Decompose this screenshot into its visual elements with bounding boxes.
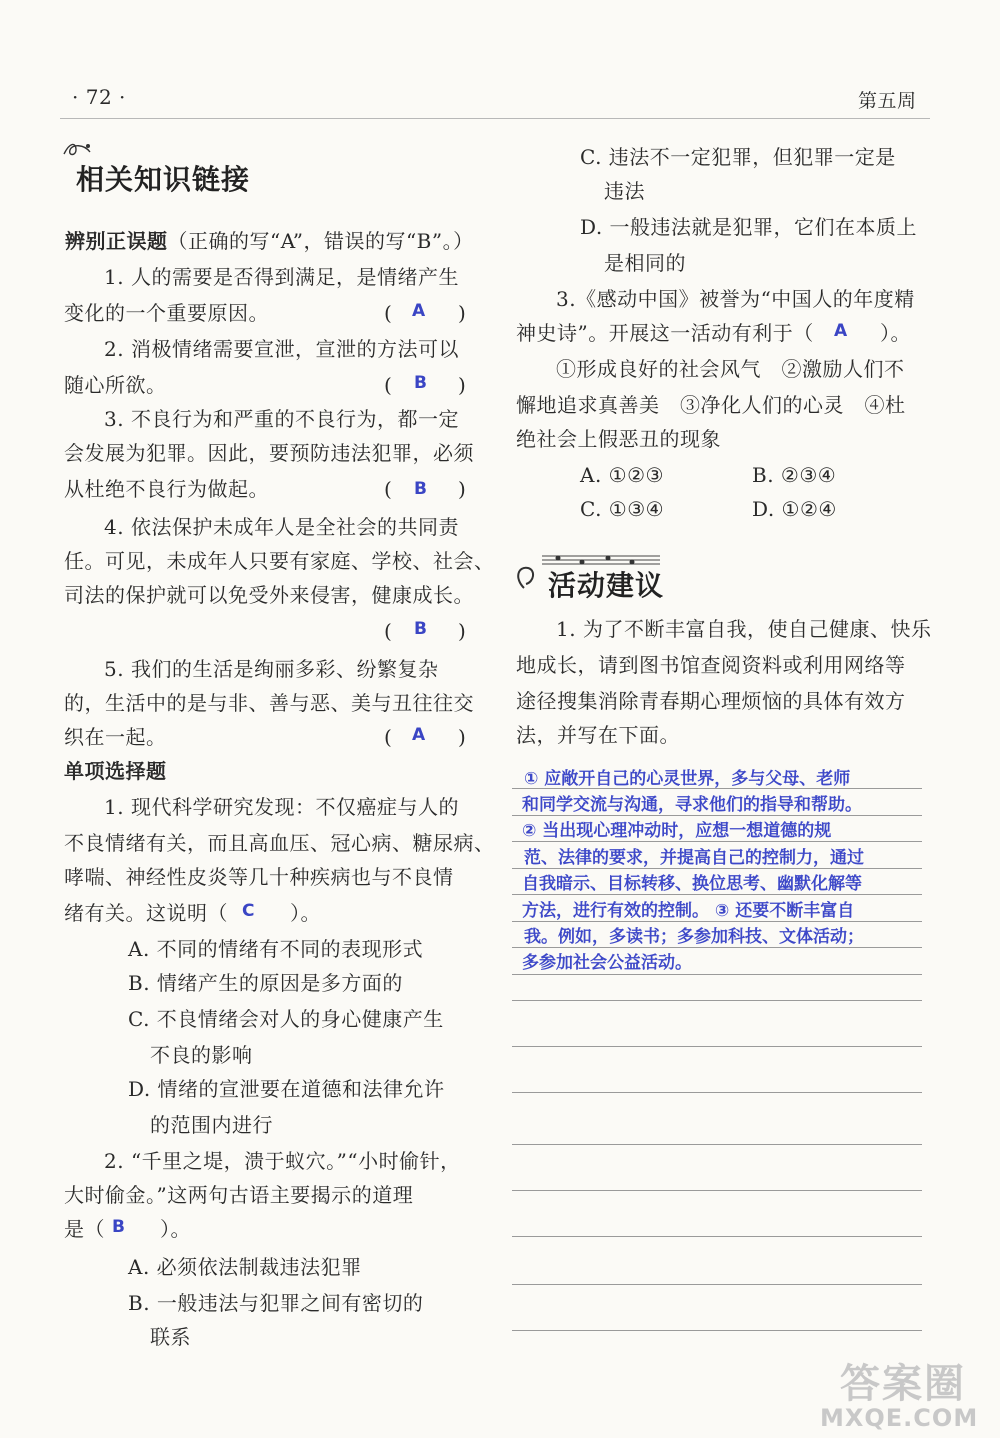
answer-paren-close: )	[458, 619, 466, 643]
tf-q5-line: 织在一起。	[64, 725, 167, 749]
sc-q1-option: 不良的影响	[150, 1043, 253, 1067]
section-title-activity: 活动建议	[548, 569, 665, 602]
tf-q5-answer: A	[412, 725, 426, 745]
ruled-line	[512, 815, 922, 816]
tf-q2-answer: B	[414, 373, 427, 393]
sc-q3-line: 神史诗”。开展这一活动有利于（	[516, 321, 814, 345]
handwritten-answer-line: ① 应敞开自己的心灵世界，多与父母、老师	[524, 769, 851, 789]
ruled-line	[512, 1284, 922, 1285]
sc-q2-option: D. 一般违法就是犯罪，它们在本质上	[580, 215, 918, 239]
sc-q1-option: D. 情绪的宣泄要在道德和法律允许	[128, 1077, 445, 1101]
sc-q3-line: 绝社会上假恶丑的现象	[516, 427, 721, 451]
answer-paren-open: (	[384, 619, 392, 643]
tf-q4-line: 司法的保护就可以免受外来侵害，健康成长。	[64, 583, 474, 607]
tf-q3-line: 会发展为犯罪。因此，要预防违法犯罪，必须	[64, 441, 474, 465]
true-false-heading	[65, 226, 474, 256]
handwritten-answer-line: 自我暗示、目标转移、换位思考、幽默化解等	[522, 874, 862, 894]
tf-q5-line: 5. 我们的生活是绚丽多彩、纷繁复杂	[104, 657, 439, 681]
sc-q1-answer: C	[242, 901, 255, 921]
ruled-line	[512, 1330, 922, 1331]
tf-q4-answer: B	[414, 619, 427, 639]
ruled-line	[512, 1046, 922, 1047]
watermark-logo: 答案圈	[840, 1361, 966, 1407]
tf-q2-line: 随心所欲。	[64, 373, 167, 397]
sc-q3-line: 懈地追求真善美 ③净化人们的心灵 ④杜	[516, 393, 906, 417]
ruled-line	[512, 1000, 922, 1001]
activity-line: 途径搜集消除青春期心理烦恼的具体有效方	[516, 689, 906, 713]
activity-line: 1. 为了不断丰富自我，使自己健康、快乐	[556, 617, 932, 641]
answer-paren-open: (	[384, 373, 392, 397]
sc-q1-line: 绪有关。这说明（	[64, 901, 228, 925]
activity-line: 地成长，请到图书馆查阅资料或利用网络等	[516, 653, 906, 677]
tf-q4-line: 任。可见，未成年人只要有家庭、学校、社会、	[64, 549, 495, 573]
page-number: · 72 ·	[72, 85, 126, 109]
ruled-line	[512, 947, 922, 948]
sc-q2-option: 违法	[604, 179, 645, 203]
ruled-line	[512, 868, 922, 869]
tf-q1-line: 变化的一个重要原因。	[64, 301, 269, 325]
sc-q3-option: A. ①②③	[580, 463, 664, 487]
ruled-line	[512, 894, 922, 895]
ruled-line	[512, 1190, 922, 1191]
tf-q1-answer: A	[412, 301, 426, 321]
answer-paren-open: (	[384, 725, 392, 749]
handwritten-answer-line: 多参加社会公益活动。	[522, 953, 692, 973]
sc-q3-option: B. ②③④	[752, 463, 837, 487]
sc-q3-line: ①形成良好的社会风气 ②激励人们不	[556, 357, 905, 381]
ruled-line	[512, 921, 922, 922]
tf-q2-line: 2. 消极情绪需要宣泄，宣泄的方法可以	[104, 337, 459, 361]
sc-q2-line: 2. “千里之堤，溃于蚁穴。”“小时偷针，	[104, 1149, 461, 1173]
ruled-line	[512, 1144, 922, 1145]
handwritten-answer-line: 和同学交流与沟通，寻求他们的指导和帮助。	[522, 795, 862, 815]
watermark-url: MXQE.COM	[820, 1404, 979, 1432]
ruled-line	[512, 841, 922, 842]
sc-q2-option: A. 必须依法制裁违法犯罪	[128, 1255, 362, 1279]
sc-q3-option: C. ①③④	[580, 497, 665, 521]
sc-q1-option: B. 情绪产生的原因是多方面的	[128, 971, 403, 995]
handwritten-answer-line: 方法，进行有效的控制。 ③ 还要不断丰富自	[522, 901, 855, 921]
answer-paren-close: )	[458, 725, 466, 749]
section-title-knowledge: 相关知识链接	[76, 163, 251, 196]
sc-q2-option: C. 违法不一定犯罪，但犯罪一定是	[580, 145, 896, 169]
sc-q2-option: B. 一般违法与犯罪之间有密切的	[128, 1291, 424, 1315]
sc-q3-answer: A	[834, 321, 848, 341]
true-false-instruction: （正确的写“A”，错误的写“B”。）	[167, 229, 474, 253]
sc-q1-line: 1. 现代科学研究发现：不仅癌症与人的	[104, 795, 459, 819]
sc-q2-option: 是相同的	[604, 251, 686, 275]
ruled-line	[512, 788, 922, 789]
sc-q2-line: 是（	[64, 1217, 105, 1241]
handwritten-answer-line: 我。例如，多读书；多参加科技、文体活动；	[524, 927, 864, 947]
sc-q1-option: 的范围内进行	[150, 1113, 273, 1137]
ruled-line	[512, 974, 922, 975]
sc-q3-line: 3.《感动中国》被誉为“中国人的年度精	[556, 287, 915, 311]
tf-q5-line: 的，生活中的是与非、善与恶、美与丑往往交	[64, 691, 474, 715]
tf-q3-line: 从杜绝不良行为做起。	[64, 477, 269, 501]
sc-q1-option: C. 不良情绪会对人的身心健康产生	[128, 1007, 444, 1031]
tf-q3-answer: B	[414, 479, 427, 499]
week-label: 第五周	[858, 90, 917, 112]
sc-q1-line: 哮喘、神经性皮炎等几十种疾病也与不良情	[64, 865, 454, 889]
sc-q2-line: ）。	[160, 1217, 191, 1241]
tf-q1-line: 1. 人的需要是否得到满足，是情绪产生	[104, 265, 459, 289]
answer-paren-close: )	[458, 373, 466, 397]
true-false-title: 辨别正误题	[65, 229, 168, 253]
activity-line: 法，并写在下面。	[516, 723, 680, 747]
ruled-line	[512, 1236, 922, 1237]
sc-q1-option: A. 不同的情绪有不同的表现形式	[128, 937, 424, 961]
answer-paren-close: )	[458, 477, 466, 501]
answer-paren-open: (	[384, 301, 392, 325]
single-choice-heading: 单项选择题	[64, 759, 167, 783]
handwritten-answer-line: 范、法律的要求，并提高自己的控制力，通过	[524, 848, 864, 868]
sc-q2-line: 大时偷金。”这两句古语主要揭示的道理	[64, 1183, 414, 1207]
sc-q1-line: ）。	[290, 901, 321, 925]
sc-q3-option: D. ①②④	[752, 497, 837, 521]
answer-paren-close: )	[458, 301, 466, 325]
handwritten-answer-line: ② 当出现心理冲动时，应想一想道德的规	[522, 821, 832, 841]
ruled-line	[512, 1092, 922, 1093]
header-divider	[60, 118, 930, 119]
sc-q1-line: 不良情绪有关，而且高血压、冠心病、糖尿病、	[64, 831, 495, 855]
sc-q3-line: ）。	[880, 321, 911, 345]
tf-q4-line: 4. 依法保护未成年人是全社会的共同责	[104, 515, 459, 539]
sc-q2-answer: B	[112, 1217, 125, 1237]
answer-paren-open: (	[384, 477, 392, 501]
tf-q3-line: 3. 不良行为和严重的不良行为，都一定	[104, 407, 459, 431]
sc-q2-option: 联系	[150, 1325, 191, 1349]
